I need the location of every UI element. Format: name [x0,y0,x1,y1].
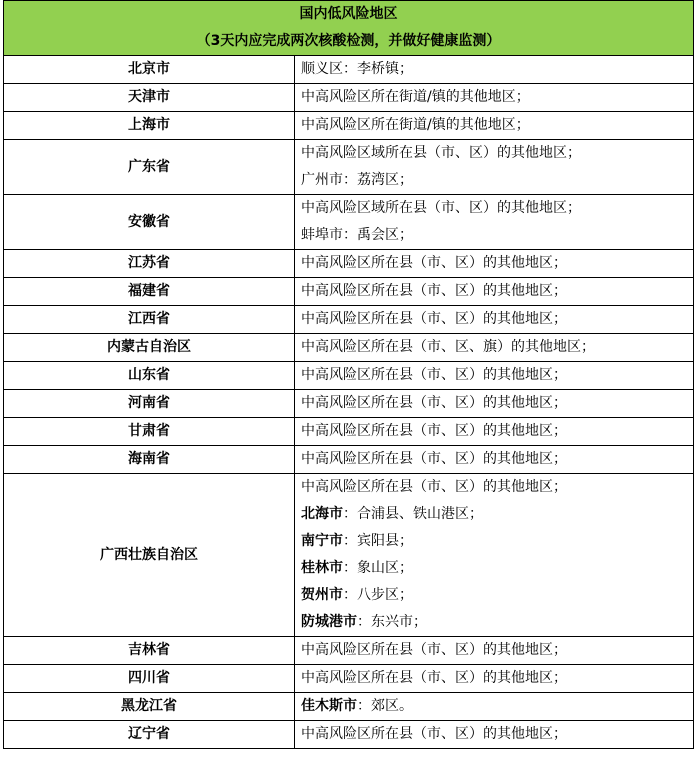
area-cell [295,362,694,390]
table-row [4,721,694,749]
area-text: 中高风险区所在县（市、区、旗）的其他地区； [301,339,595,355]
area-text: ：象山区； [343,560,413,576]
table-header [4,1,694,56]
area-text: ：东兴市； [357,614,427,630]
city-name: 贺州市 [301,587,343,603]
table-row [4,362,694,390]
area-line [301,528,693,555]
area-line [301,250,693,277]
area-line [301,418,693,445]
city-name: 佳木斯市 [301,698,357,714]
area-line [301,609,693,636]
province-cell: 海南省 [4,446,295,474]
province-cell: 广东省 [4,140,295,195]
area-text: 中高风险区所在县（市、区）的其他地区； [301,451,567,467]
area-line [301,721,693,748]
table-body [4,1,694,749]
area-line [301,167,693,194]
area-text: 中高风险区所在县（市、区）的其他地区； [301,395,567,411]
table-row [4,250,694,278]
area-text: ：八步区； [343,587,413,603]
table-row [4,418,694,446]
province-cell: 河南省 [4,390,295,418]
area-cell [295,721,694,749]
area-text: ：合浦县、铁山港区； [343,506,483,522]
area-text: 中高风险区所在县（市、区）的其他地区； [301,367,567,383]
area-line [301,84,693,111]
area-cell [295,56,694,84]
risk-area-table-container [3,0,693,749]
area-text: 顺义区：李桥镇； [301,61,413,77]
low-risk-area-table [3,0,694,749]
area-text: 广州市：荔湾区； [301,172,413,188]
table-subtitle: （3天内应完成两次核酸检测，并做好健康监测） [196,33,501,49]
area-line [301,306,693,333]
table-header-row [4,1,694,56]
city-name: 南宁市 [301,533,343,549]
area-cell [295,195,694,250]
table-row [4,140,694,195]
area-text: 中高风险区所在县（市、区）的其他地区； [301,311,567,327]
province-cell: 北京市 [4,56,295,84]
area-cell [295,250,694,278]
area-cell [295,637,694,665]
area-text: 中高风险区域所在县（市、区）的其他地区； [301,200,581,216]
area-text: ：宾阳县； [343,533,413,549]
area-line [301,334,693,361]
area-line [301,222,693,249]
area-cell [295,665,694,693]
area-text: 中高风险区所在街道/镇的其他地区； [301,89,530,105]
area-text: 中高风险区所在街道/镇的其他地区； [301,117,530,133]
table-row [4,195,694,250]
area-line [301,665,693,692]
area-text: 中高风险区所在县（市、区）的其他地区； [301,283,567,299]
area-text: 蚌埠市：禹会区； [301,227,413,243]
area-text: 中高风险区所在县（市、区）的其他地区； [301,726,567,742]
table-row [4,112,694,140]
province-cell: 四川省 [4,665,295,693]
area-line [301,474,693,501]
province-cell: 黑龙江省 [4,693,295,721]
area-line [301,582,693,609]
area-line [301,362,693,389]
area-line [301,637,693,664]
table-row [4,278,694,306]
area-line [301,446,693,473]
province-cell: 安徽省 [4,195,295,250]
area-line [301,195,693,222]
area-cell [295,474,694,637]
table-row [4,56,694,84]
province-cell: 辽宁省 [4,721,295,749]
area-cell [295,112,694,140]
table-row [4,446,694,474]
city-name: 北海市 [301,506,343,522]
area-text: 中高风险区所在县（市、区）的其他地区； [301,670,567,686]
area-line [301,278,693,305]
area-cell [295,446,694,474]
area-cell [295,334,694,362]
table-row [4,306,694,334]
province-cell: 甘肃省 [4,418,295,446]
area-line [301,693,693,720]
area-cell [295,306,694,334]
area-cell [295,140,694,195]
table-row [4,334,694,362]
province-cell: 广西壮族自治区 [4,474,295,637]
area-text: 中高风险区所在县（市、区）的其他地区； [301,479,567,495]
province-cell: 天津市 [4,84,295,112]
area-cell [295,278,694,306]
area-cell [295,693,694,721]
province-cell: 吉林省 [4,637,295,665]
area-text: 中高风险区域所在县（市、区）的其他地区； [301,145,581,161]
table-row [4,84,694,112]
area-text: 中高风险区所在县（市、区）的其他地区； [301,255,567,271]
area-line [301,56,693,83]
area-text: 中高风险区所在县（市、区）的其他地区； [301,642,567,658]
table-row [4,390,694,418]
area-line [301,140,693,167]
area-text: 中高风险区所在县（市、区）的其他地区； [301,423,567,439]
table-row [4,665,694,693]
area-text: ：郊区。 [357,698,413,714]
province-cell: 江西省 [4,306,295,334]
area-cell [295,84,694,112]
area-line [301,555,693,582]
area-line [301,112,693,139]
area-line [301,390,693,417]
area-line [301,501,693,528]
province-cell: 上海市 [4,112,295,140]
table-row [4,637,694,665]
province-cell: 内蒙古自治区 [4,334,295,362]
city-name: 桂林市 [301,560,343,576]
area-cell [295,390,694,418]
province-cell: 福建省 [4,278,295,306]
table-row [4,474,694,637]
area-cell [295,418,694,446]
province-cell: 江苏省 [4,250,295,278]
province-cell: 山东省 [4,362,295,390]
table-title: 国内低风险地区 [299,6,398,22]
table-row [4,693,694,721]
city-name: 防城港市 [301,614,357,630]
